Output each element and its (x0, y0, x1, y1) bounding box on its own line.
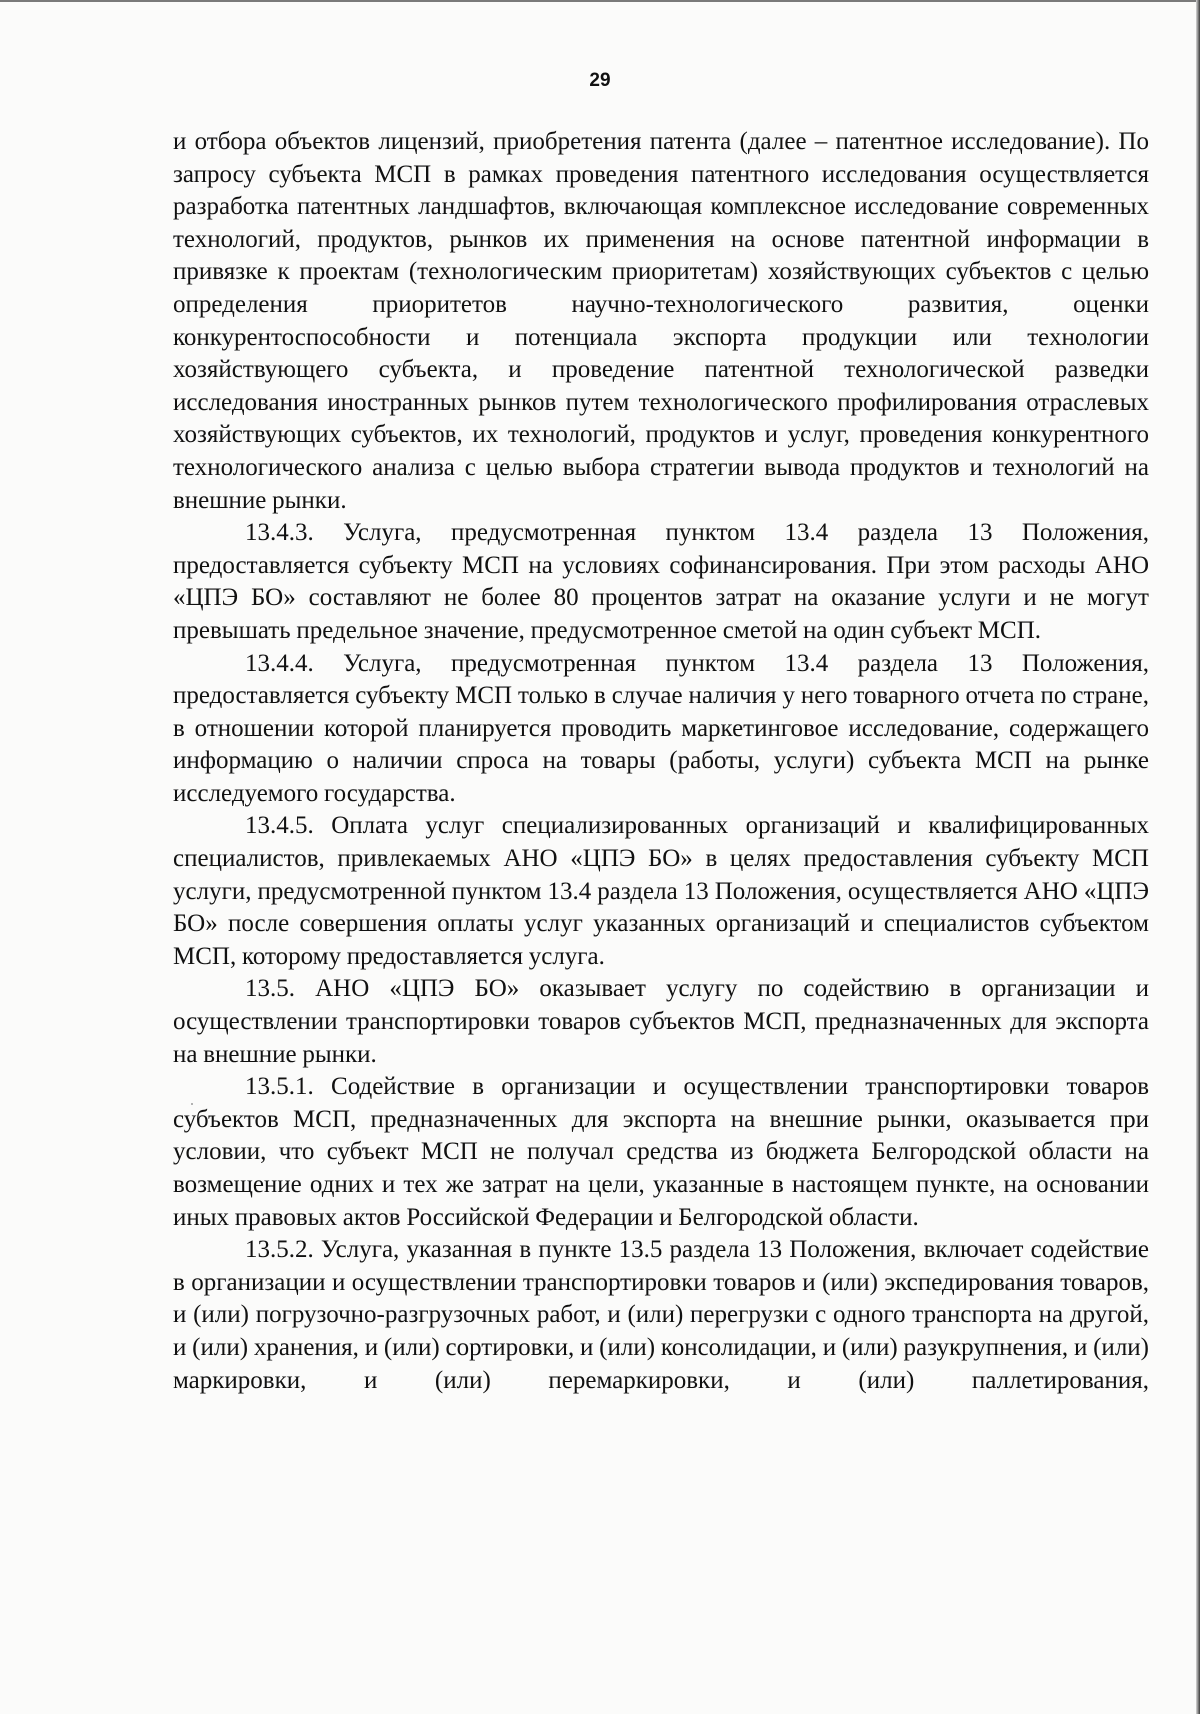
scan-edge-top (0, 0, 1200, 2)
paragraph-13-4-5: 13.4.5. Оплата услуг специализированных организаций и квалифицированных специалистов, привлекаемых АНО «ЦПЭ БО» в целях предоставления субъекту МСП услуги, предусмотренной пунктом 13.4 раздела 13 Положения, осуществляется АНО «ЦПЭ БО» после совершения оплаты услуг указанных организаций и специалистов субъектом МСП, которому предоставляется услуга. (173, 812, 1149, 970)
scan-speck (191, 1103, 193, 1105)
paragraph-13-5-1: 13.5.1. Содействие в организации и осуществлении транспортировки товаров субъектов МСП, предназначенных для экспорта на внешние рынки, оказывается при условии, что субъект МСП не получал средства из бюджета Белгородской области на возмещение одних и тех же затрат на цели, указанные в настоящем пункте, на основании иных правовых актов Российской Федерации и Белгородской области. (173, 1073, 1149, 1231)
paragraph-continuation: и отбора объектов лицензий, приобретения патента (далее – патентное исследование). По запросу субъекта МСП в рамках проведения патентного исследования осуществляется разработка патентных ландшафтов, включающая комплексное исследование современных технологий, продуктов, рынков их применения на основе патентной информации в привязке к проектам (технологическим приоритетам) хозяйствующих субъектов с целью определения приоритетов научно-технологического развития, оценки конкурентоспособности и потенциала экспорта продукции или технологии хозяйствующего субъекта, и проведение патентной технологической разведки исследования иностранных рынков путем технологического профилирования отраслевых хозяйствующих субъектов, их технологий, продуктов и услуг, проведения конкурентного технологического анализа с целью выбора стратегии вывода продуктов и технологий на внешние рынки. (173, 128, 1149, 514)
scan-edge-right (1196, 0, 1200, 1714)
paragraph-13-5: 13.5. АНО «ЦПЭ БО» оказывает услугу по содействию в организации и осуществлении транспортировки товаров субъектов МСП, предназначенных для экспорта на внешние рынки. (173, 975, 1149, 1068)
paragraph-13-4-3: 13.4.3. Услуга, предусмотренная пунктом 13.4 раздела 13 Положения, предоставляется субъекту МСП на условиях софинансирования. При этом расходы АНО «ЦПЭ БО» составляют не более 80 процентов затрат на оказание услуги и не могут превышать предельное значение, предусмотренное сметой на один субъект МСП. (173, 519, 1149, 644)
paragraph-13-4-4: 13.4.4. Услуга, предусмотренная пунктом 13.4 раздела 13 Положения, предоставляется субъекту МСП только в случае наличия у него товарного отчета по стране, в отношении которой планируется проводить маркетинговое исследование, содержащего информацию о наличии спроса на товары (работы, услуги) субъекта МСП на рынке исследуемого государства. (173, 649, 1149, 807)
page-number: 29 (589, 70, 611, 91)
document-body (173, 126, 1149, 1397)
paragraph-13-5-2: 13.5.2. Услуга, указанная в пункте 13.5 раздела 13 Положения, включает содействие в организации и осуществлении транспортировки товаров и (или) экспедирования товаров, и (или) погрузочно-разгрузочных работ, и (или) перегрузки с одного транспорта на другой, и (или) хранения, и (или) сортировки, и (или) консолидации, и (или) разукрупнения, и (или) маркировки, и (или) перемаркировки, и (или) паллетирования, (173, 1236, 1149, 1394)
